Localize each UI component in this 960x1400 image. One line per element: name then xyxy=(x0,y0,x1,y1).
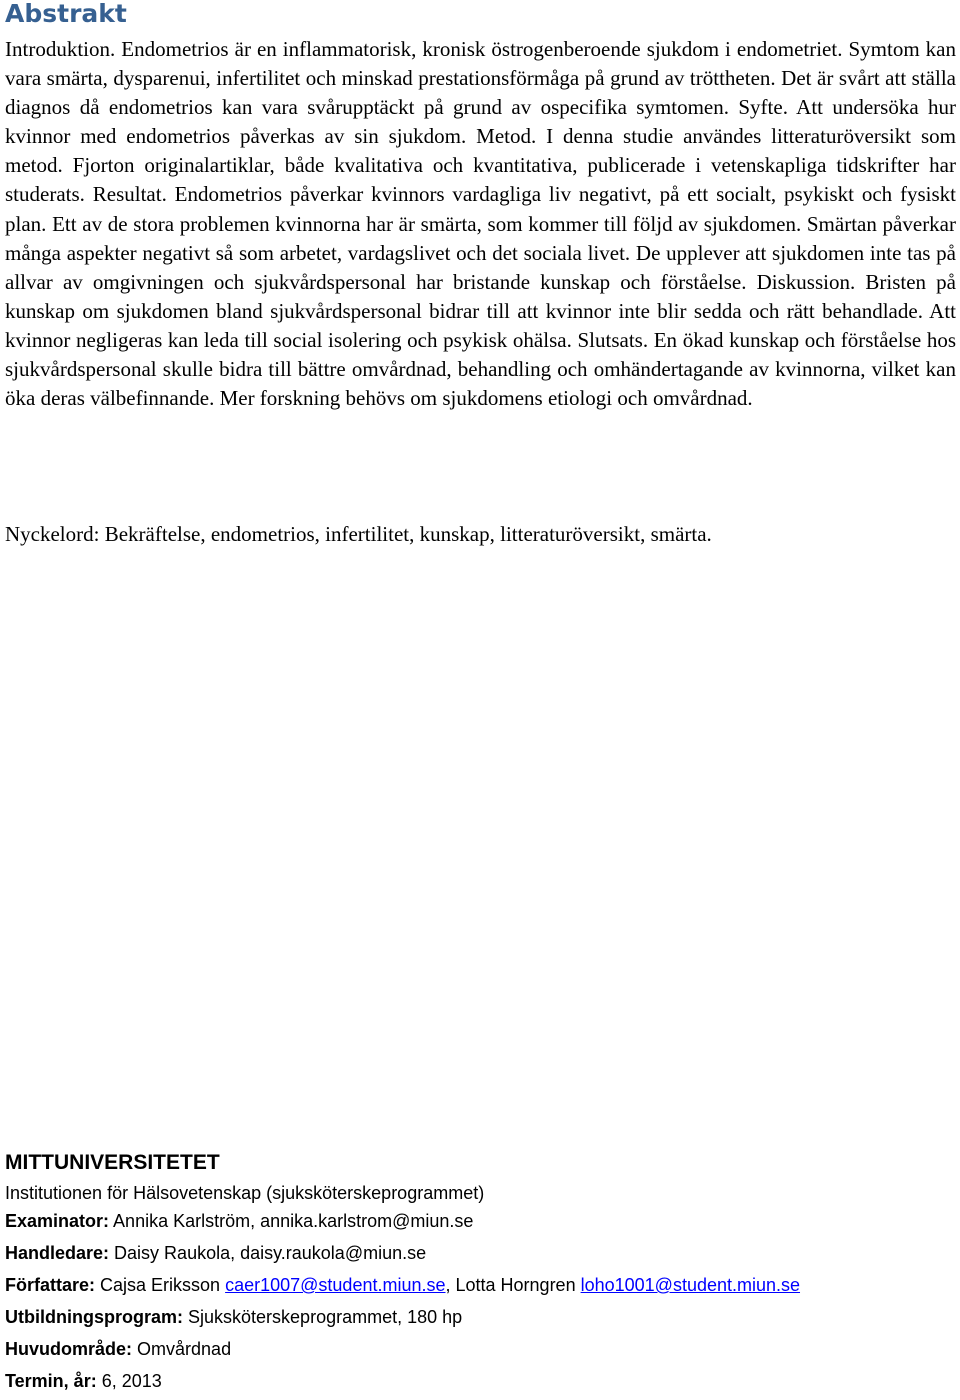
examiner-line xyxy=(5,1208,955,1234)
program-label: Utbildningsprogram: xyxy=(5,1307,183,1327)
term-label: Termin, år: xyxy=(5,1371,97,1391)
subject-value: Omvårdnad xyxy=(137,1339,232,1359)
term-value: 6, 2013 xyxy=(101,1371,162,1391)
author2-email-link[interactable]: loho1001@student.miun.se xyxy=(580,1275,801,1295)
author1-name: Cajsa Eriksson xyxy=(100,1275,221,1295)
subject-label: Huvudområde: xyxy=(5,1339,133,1359)
author1-email-link[interactable]: caer1007@student.miun.se xyxy=(225,1275,446,1295)
keywords-label: Nyckelord: xyxy=(5,522,100,546)
intro-label: Introduktion. xyxy=(5,37,116,61)
conclusion-label: Slutsats. xyxy=(577,327,649,352)
supervisor-label: Handledare: xyxy=(5,1243,110,1263)
keywords-text: Bekräftelse, endometrios, infertilitet, kunskap, litteraturöversikt, smärta. xyxy=(104,522,712,546)
discussion-label: Diskussion. xyxy=(756,269,856,294)
program-value: Sjuksköterskeprogrammet, 180 hp xyxy=(188,1307,463,1327)
term-line xyxy=(5,1368,955,1394)
document-info xyxy=(5,1148,955,1400)
aim-label: Syfte. xyxy=(738,95,788,120)
authors-label: Författare: xyxy=(5,1275,96,1295)
subject-line xyxy=(5,1336,955,1362)
aim-text: Att undersöka hur kvinnor med endometrios påverkas av sin sjukdom. xyxy=(5,95,957,149)
keywords xyxy=(5,520,956,549)
method-label: Metod. xyxy=(476,124,537,149)
authors-line xyxy=(5,1272,955,1298)
institution-line: Institutionen för Hälsovetenskap (sjuksköterskeprogrammet) xyxy=(5,1183,485,1203)
examiner-label: Examinator: xyxy=(5,1211,110,1231)
abstract-body xyxy=(5,35,956,413)
supervisor-value: Daisy Raukola, daisy.raukola@miun.se xyxy=(114,1243,427,1263)
method-text: I denna studie användes litteraturöversikt som metod. Fjorton originalartiklar, både kvalitativa och kvantitativa, publicerade i vetenskapliga tidskrifter har studerats. xyxy=(5,124,957,207)
author-separator: , Lotta Horngren xyxy=(445,1275,576,1295)
abstract-heading: Abstrakt xyxy=(5,0,127,28)
discussion-text: Bristen på kunskap om sjukdomen bland sjukvårdspersonal bidrar till att kvinnor inte blir sedda och rätt behandlade. Att kvinnor negligeras kan leda till social isolering och psykisk ohälsa. xyxy=(5,269,956,352)
program-line xyxy=(5,1304,955,1330)
results-label: Resultat. xyxy=(92,182,167,207)
supervisor-line xyxy=(5,1240,955,1266)
intro-text: Endometrios är en inflammatorisk, kronisk östrogenberoende sjukdom i endometriet. Symtom kan vara smärta, dysparenui, infertilitet och minskad prestationsförmåga på grund av tröttheten. Det är svårt att ställa diagnos då endometrios kan vara svårupptäckt på grund av ospecifika symtomen. xyxy=(5,37,957,120)
conclusion-text: En ökad kunskap och förståelse hos sjukvårdspersonal skulle bidra till bättre omvårdnad, behandling och omhändertagande av kvinnorna, vilket kan öka deras välbefinnande. Mer forskning behövs om sjukdomens etiologi och omvårdnad. xyxy=(5,327,957,411)
examiner-value: Annika Karlström, annika.karlstrom@miun.se xyxy=(113,1211,474,1231)
results-text: Endometrios påverkar kvinnors vardagliga liv negativt, på ett socialt, psykiskt och fysiskt plan. Ett av de stora problemen kvinnorna har är smärta, som kommer till följd av sjukdomen. Smärtan påverkar många aspekter negativt så som arbetet, vardagslivet och det sociala livet. De upplever att sjukdomen inte tas på allvar av omgivningen och sjukvårdspersonal har bristande kunskap och förståelse. xyxy=(5,182,957,294)
university-name: MITTUNIVERSITETET xyxy=(5,1151,220,1174)
